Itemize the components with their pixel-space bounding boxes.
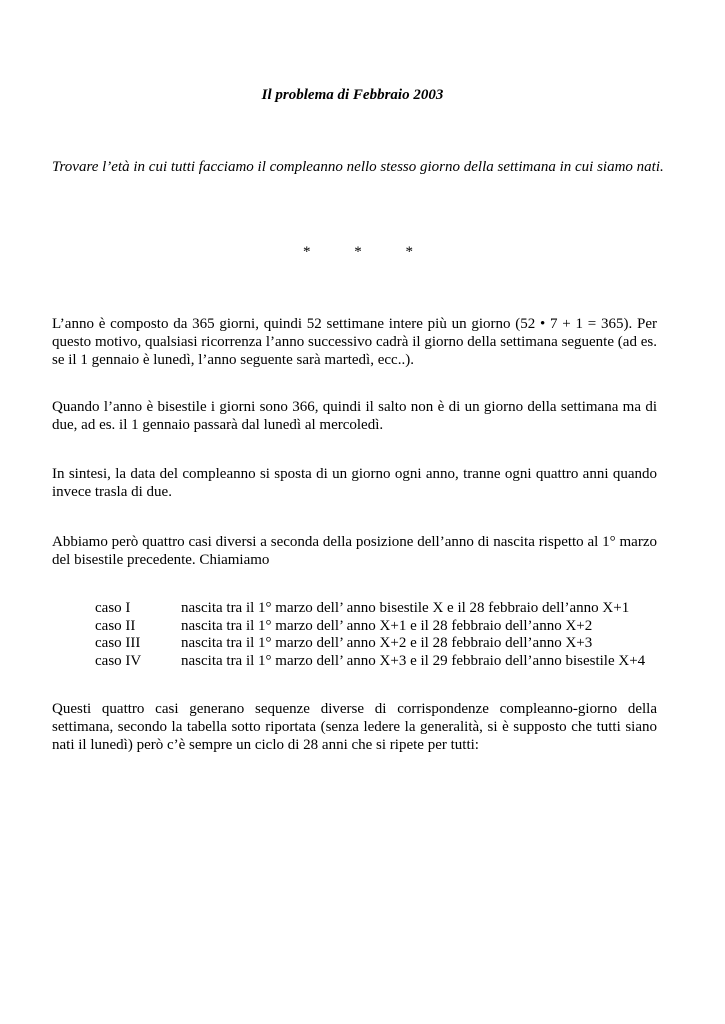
case-row — [95, 599, 665, 617]
problem-question: Trovare l’età in cui tutti facciamo il compleanno nello stesso giorno della settimana in cui siamo nati. — [52, 159, 664, 175]
case-label: caso III — [95, 635, 141, 651]
case-label: caso IV — [95, 652, 142, 669]
paragraph-leap-year: Quando l’anno è bisestile i giorni sono 366, quindi il salto non è di un giorno della settimana ma di due, ad es. il 1 gennaio passarà dal lunedì al mercoledì. — [52, 399, 657, 433]
paragraph-summary: In sintesi, la data del compleanno si sposta di un giorno ogni anno, tranne ogni quattro anni quando invece trasla di due. — [52, 466, 657, 500]
case-label: caso I — [95, 600, 131, 616]
section-separator — [303, 243, 413, 261]
case-row — [95, 652, 665, 670]
case-row — [95, 634, 665, 652]
case-description: nascita tra il 1° marzo dell’ anno bisestile X e il 28 febbraio dell’anno X+1 — [181, 600, 630, 616]
separator-star: * — [354, 244, 362, 260]
paragraph-cases-intro: Abbiamo però quattro casi diversi a seconda della posizione dell’anno di nascita rispetto al 1° marzo del bisestile precedente. Chiamiamo — [52, 534, 657, 568]
case-description: nascita tra il 1° marzo dell’ anno X+3 e il 29 febbraio dell’anno bisestile X+4 — [181, 652, 646, 669]
cases-list — [95, 599, 665, 669]
case-label: caso II — [95, 617, 136, 634]
paragraph-year-length: L’anno è composto da 365 giorni, quindi 52 settimane intere più un giorno (52 • 7 + 1 = 365). Per questo motivo, qualsiasi ricorrenza l’anno successivo cadrà il giorno della settimana seguente (ad es. se il 1 gennaio è lunedì, l’anno seguente sarà martedì, ecc..). — [52, 316, 657, 368]
separator-star: * — [303, 244, 311, 260]
paragraph-table-intro: Questi quattro casi generano sequenze diverse di corrispondenze compleanno-giorno della settimana, secondo la tabella sotto riportata (senza ledere la generalità, si è supposto che tutti siano nati il lunedì) però c’è sempre un ciclo di 28 anni che si ripete per tutti: — [52, 701, 657, 753]
case-description: nascita tra il 1° marzo dell’ anno X+1 e il 28 febbraio dell’anno X+2 — [181, 617, 593, 634]
separator-star: * — [405, 244, 413, 260]
document-title: Il problema di Febbraio 2003 — [261, 87, 444, 103]
case-row — [95, 617, 665, 635]
case-description: nascita tra il 1° marzo dell’ anno X+2 e il 28 febbraio dell’anno X+3 — [181, 635, 593, 651]
